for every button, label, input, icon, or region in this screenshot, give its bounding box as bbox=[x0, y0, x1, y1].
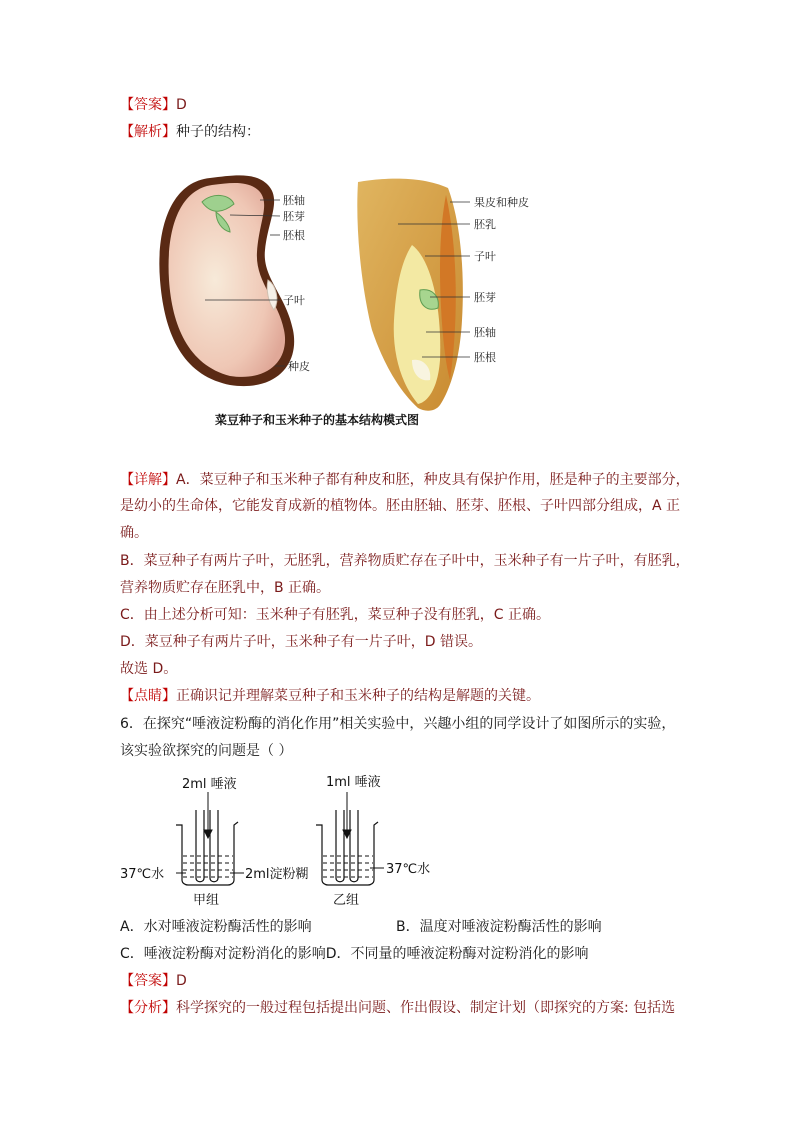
question6-line2: 该实验欲探究的问题是（ ） bbox=[120, 743, 293, 759]
corn-seed-diagram bbox=[357, 179, 529, 411]
detail-a-text-3: 确。 bbox=[120, 525, 148, 541]
seed-structure-figure bbox=[150, 160, 550, 440]
label-group-yi: 乙组 bbox=[333, 893, 360, 908]
label-2ml-saliva: 2ml 唾液 bbox=[182, 777, 237, 792]
bean-seed-diagram bbox=[159, 175, 310, 386]
option-c: C．唾液淀粉酶对淀粉消化的影响 bbox=[120, 946, 326, 962]
detail-c-text: C．由上述分析可知：玉米种子有胚乳，菜豆种子没有胚乳，C 正确。 bbox=[120, 607, 550, 623]
bean-label-radicle: 胚根 bbox=[283, 229, 305, 242]
bean-label-seed-coat: 种皮 bbox=[288, 360, 310, 373]
detail-line-a1 bbox=[120, 470, 690, 490]
comment-tag: 【点睛】 bbox=[120, 688, 176, 704]
comment-text: 正确识记并理解菜豆种子和玉米种子的结构是解题的关键。 bbox=[176, 688, 540, 704]
detail-b-text-2: 营养物质贮存在胚乳中，B 正确。 bbox=[120, 580, 331, 596]
answer2-tag: 【答案】 bbox=[120, 973, 176, 989]
corn-label-endosperm: 胚乳 bbox=[474, 218, 496, 231]
option-d: D．不同量的唾液淀粉酶对淀粉消化的影响 bbox=[325, 946, 589, 962]
label-37c-water-right: 37℃水 bbox=[386, 862, 431, 877]
detail-d-text: D．菜豆种子有两片子叶，玉米种子有一片子叶，D 错误。 bbox=[120, 634, 483, 650]
bean-label-hypocotyl: 胚轴 bbox=[283, 194, 305, 207]
answer-value: D bbox=[176, 97, 187, 113]
answer2-value: D bbox=[176, 973, 187, 989]
corn-label-cotyledon: 子叶 bbox=[474, 250, 496, 263]
analysis2-text: 科学探究的一般过程包括提出问题、作出假设、制定计划（即探究的方案: 包括选 bbox=[176, 1000, 676, 1016]
corn-label-plumule: 胚芽 bbox=[474, 291, 496, 304]
bean-label-cotyledon: 子叶 bbox=[283, 294, 305, 307]
option-row-ab bbox=[120, 917, 680, 937]
analysis2-tag: 【分析】 bbox=[120, 1000, 176, 1016]
analysis2-line bbox=[120, 998, 680, 1018]
bean-label-plumule: 胚芽 bbox=[283, 210, 305, 223]
corn-label-radicle: 胚根 bbox=[474, 351, 496, 364]
analysis-tag: 【解析】 bbox=[120, 124, 176, 140]
option-row-cd bbox=[120, 944, 680, 964]
label-2ml-starch: 2ml淀粉糊 bbox=[245, 867, 309, 882]
detail-b-text-1: B．菜豆种子有两片子叶，无胚乳，营养物质贮存在子叶中，玉米种子有一片子叶，有胚乳， bbox=[120, 553, 690, 569]
label-group-jia: 甲组 bbox=[193, 893, 220, 908]
comment-line bbox=[120, 686, 680, 706]
answer-line bbox=[120, 95, 680, 115]
option-a: A．水对唾液淀粉酶活性的影响 bbox=[120, 919, 312, 935]
label-37c-water-left: 37℃水 bbox=[120, 867, 165, 882]
detail-conclusion: 故选 D。 bbox=[120, 661, 178, 677]
test-tube-yi-right bbox=[350, 810, 358, 882]
test-tube-jia-right bbox=[210, 810, 218, 882]
option-b: B．温度对唾液淀粉酶活性的影响 bbox=[396, 919, 602, 935]
detail-a-text-2: 是幼小的生命体，它能发育成新的植物体。胚由胚轴、胚芽、胚根、子叶四部分组成，A 正 bbox=[120, 498, 681, 514]
answer-tag: 【答案】 bbox=[120, 97, 176, 113]
detail-tag: 【详解】 bbox=[120, 472, 176, 488]
question6-line1: 6．在探究“唾液淀粉酶的消化作用”相关实验中，兴趣小组的同学设计了如图所示的实验， bbox=[120, 716, 676, 732]
experiment-figure bbox=[120, 770, 440, 910]
corn-label-hypocotyl: 胚轴 bbox=[474, 326, 496, 339]
test-tube-yi-left bbox=[336, 810, 344, 882]
test-tube-jia-left bbox=[196, 810, 204, 882]
analysis-text: 种子的结构： bbox=[176, 124, 260, 140]
label-1ml-saliva: 1ml 唾液 bbox=[326, 775, 381, 790]
corn-label-pericarp: 果皮和种皮 bbox=[474, 196, 529, 209]
answer2-line bbox=[120, 971, 680, 991]
analysis-line bbox=[120, 122, 680, 142]
figure-caption: 菜豆种子和玉米种子的基本结构模式图 bbox=[215, 413, 420, 427]
detail-a-text-1: A．菜豆种子和玉米种子都有种皮和胚，种皮具有保护作用，胚是种子的主要部分， bbox=[176, 472, 690, 488]
